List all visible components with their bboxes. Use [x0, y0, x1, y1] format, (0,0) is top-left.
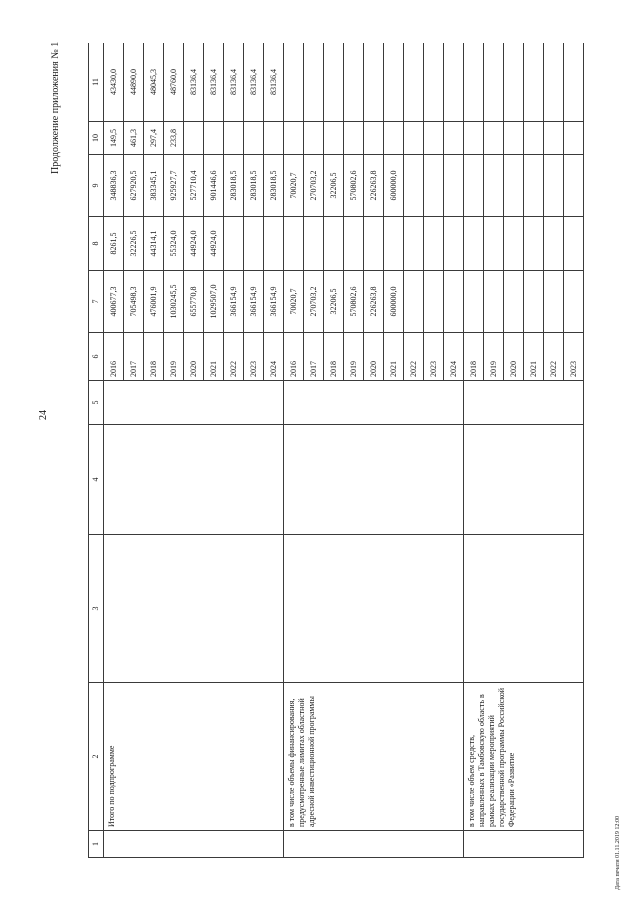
value-cell-c8: [444, 217, 464, 271]
year-cell: 2023: [424, 333, 444, 381]
col5-cell: [464, 381, 584, 425]
value-cell-c10: [284, 122, 304, 155]
year-cell: 2024: [444, 333, 464, 381]
value-cell-c7: [464, 271, 484, 333]
table-row: [284, 43, 304, 858]
value-cell-c7: 1030245,5: [164, 271, 184, 333]
value-cell-c7: 705498,3: [124, 271, 144, 333]
value-cell-c9: 527710,4: [184, 155, 204, 217]
value-cell-c9: 925927,7: [164, 155, 184, 217]
year-cell: 2019: [164, 333, 184, 381]
value-cell-c9: [464, 155, 484, 217]
value-cell-c8: [284, 217, 304, 271]
col1-cell: [104, 831, 284, 858]
value-cell-c10: [524, 122, 544, 155]
col1-cell: [284, 831, 464, 858]
col4-cell: [284, 425, 464, 535]
value-cell-c9: 70020,7: [284, 155, 304, 217]
value-cell-c7: [524, 271, 544, 333]
value-cell-c10: [544, 122, 564, 155]
value-cell-c9: [484, 155, 504, 217]
year-cell: 2023: [244, 333, 264, 381]
table-row: [104, 43, 124, 858]
value-cell-c7: [404, 271, 424, 333]
section-label: в том числе объемы финансирования, предусмотренные лимитах областной адресной инвестиционной программы: [284, 683, 464, 831]
value-cell-c9: [444, 155, 464, 217]
col3-cell: [464, 535, 584, 683]
col1-cell: [464, 831, 584, 858]
value-cell-c9: 600000,0: [384, 155, 404, 217]
financing-table: [88, 43, 584, 858]
value-cell-c11: [424, 43, 444, 122]
value-cell-c7: 476001,9: [144, 271, 164, 333]
value-cell-c8: [524, 217, 544, 271]
column-header: 4: [89, 425, 104, 535]
year-cell: 2018: [144, 333, 164, 381]
year-cell: 2016: [284, 333, 304, 381]
year-cell: 2021: [524, 333, 544, 381]
year-cell: 2023: [564, 333, 584, 381]
column-header: 3: [89, 535, 104, 683]
value-cell-c7: 366154,9: [264, 271, 284, 333]
value-cell-c9: 901446,6: [204, 155, 224, 217]
value-cell-c11: 44890,0: [124, 43, 144, 122]
section-label: в том числе объем средств, направленных в Тамбовскую область в рамках реализации мероприятий государственной программы Российской Федерации «Развитие: [464, 683, 584, 831]
column-header: 7: [89, 271, 104, 333]
column-header: 5: [89, 381, 104, 425]
rotated-table-frame: [88, 43, 616, 858]
value-cell-c8: 32226,5: [124, 217, 144, 271]
value-cell-c11: [304, 43, 324, 122]
value-cell-c11: [464, 43, 484, 122]
value-cell-c9: 270703,2: [304, 155, 324, 217]
column-header: 1: [89, 831, 104, 858]
value-cell-c11: 48045,3: [144, 43, 164, 122]
value-cell-c8: [244, 217, 264, 271]
value-cell-c11: [384, 43, 404, 122]
value-cell-c9: 627920,5: [124, 155, 144, 217]
value-cell-c7: [544, 271, 564, 333]
value-cell-c11: [484, 43, 504, 122]
value-cell-c10: 297,4: [144, 122, 164, 155]
value-cell-c7: 655770,8: [184, 271, 204, 333]
value-cell-c8: [264, 217, 284, 271]
value-cell-c10: [364, 122, 384, 155]
value-cell-c9: [564, 155, 584, 217]
value-cell-c9: [544, 155, 564, 217]
value-cell-c7: [504, 271, 524, 333]
section-label: Итого по подпрограмме: [104, 683, 284, 831]
value-cell-c10: [504, 122, 524, 155]
year-cell: 2021: [204, 333, 224, 381]
column-header: 6: [89, 333, 104, 381]
value-cell-c7: [424, 271, 444, 333]
col4-cell: [104, 425, 284, 535]
value-cell-c9: 283018,5: [264, 155, 284, 217]
value-cell-c8: [564, 217, 584, 271]
value-cell-c11: [404, 43, 424, 122]
year-cell: 2016: [104, 333, 124, 381]
value-cell-c8: [424, 217, 444, 271]
value-cell-c11: 43430,0: [104, 43, 124, 122]
value-cell-c10: [244, 122, 264, 155]
value-cell-c10: [184, 122, 204, 155]
column-header: 2: [89, 683, 104, 831]
col3-cell: [104, 535, 284, 683]
value-cell-c7: 70020,7: [284, 271, 304, 333]
page-number: 24: [38, 410, 49, 420]
value-cell-c11: [524, 43, 544, 122]
value-cell-c7: [444, 271, 464, 333]
value-cell-c7: 226263,8: [364, 271, 384, 333]
value-cell-c9: [404, 155, 424, 217]
value-cell-c7: 600000,0: [384, 271, 404, 333]
col5-cell: [284, 381, 464, 425]
value-cell-c10: [304, 122, 324, 155]
value-cell-c8: [484, 217, 504, 271]
year-cell: 2021: [384, 333, 404, 381]
year-cell: 2022: [544, 333, 564, 381]
value-cell-c10: [564, 122, 584, 155]
year-cell: 2020: [364, 333, 384, 381]
year-cell: 2024: [264, 333, 284, 381]
value-cell-c8: 8261,5: [104, 217, 124, 271]
value-cell-c10: [204, 122, 224, 155]
value-cell-c11: 83136,4: [264, 43, 284, 122]
value-cell-c10: [324, 122, 344, 155]
value-cell-c8: 55324,0: [164, 217, 184, 271]
column-header: 10: [89, 122, 104, 155]
value-cell-c8: 44924,0: [204, 217, 224, 271]
value-cell-c10: 233,8: [164, 122, 184, 155]
value-cell-c11: [444, 43, 464, 122]
year-cell: 2019: [344, 333, 364, 381]
value-cell-c11: 48760,0: [164, 43, 184, 122]
value-cell-c8: [404, 217, 424, 271]
value-cell-c10: 461,3: [124, 122, 144, 155]
value-cell-c10: [344, 122, 364, 155]
value-cell-c9: 348836,3: [104, 155, 124, 217]
year-cell: 2017: [124, 333, 144, 381]
value-cell-c10: [404, 122, 424, 155]
value-cell-c7: 270703,2: [304, 271, 324, 333]
value-cell-c11: [544, 43, 564, 122]
column-header: 9: [89, 155, 104, 217]
annex-label: Продолжение приложения № 1: [50, 41, 61, 174]
value-cell-c10: [464, 122, 484, 155]
value-cell-c8: 44924,0: [184, 217, 204, 271]
value-cell-c11: [284, 43, 304, 122]
value-cell-c11: [364, 43, 384, 122]
value-cell-c7: 32206,5: [324, 271, 344, 333]
year-cell: 2022: [404, 333, 424, 381]
value-cell-c11: [324, 43, 344, 122]
col4-cell: [464, 425, 584, 535]
value-cell-c9: 226263,8: [364, 155, 384, 217]
value-cell-c7: [484, 271, 504, 333]
value-cell-c9: 283018,5: [224, 155, 244, 217]
column-header: 11: [89, 43, 104, 122]
value-cell-c7: [564, 271, 584, 333]
value-cell-c8: [224, 217, 244, 271]
print-date: Дата печати 01.11.2019 12:00: [615, 816, 621, 890]
value-cell-c8: [464, 217, 484, 271]
value-cell-c7: 366154,9: [224, 271, 244, 333]
value-cell-c10: [444, 122, 464, 155]
value-cell-c10: [484, 122, 504, 155]
value-cell-c9: 383345,1: [144, 155, 164, 217]
value-cell-c11: [564, 43, 584, 122]
value-cell-c7: 570802,6: [344, 271, 364, 333]
column-header: 8: [89, 217, 104, 271]
year-cell: 2019: [484, 333, 504, 381]
value-cell-c8: [344, 217, 364, 271]
value-cell-c8: [504, 217, 524, 271]
value-cell-c11: [344, 43, 364, 122]
value-cell-c8: [384, 217, 404, 271]
column-number-row: [89, 43, 104, 858]
year-cell: 2020: [504, 333, 524, 381]
value-cell-c9: [504, 155, 524, 217]
value-cell-c9: 32206,5: [324, 155, 344, 217]
year-cell: 2018: [324, 333, 344, 381]
col3-cell: [284, 535, 464, 683]
table-body: [104, 43, 584, 858]
value-cell-c11: [504, 43, 524, 122]
value-cell-c7: 366154,9: [244, 271, 264, 333]
col5-cell: [104, 381, 284, 425]
value-cell-c7: 1029507,0: [204, 271, 224, 333]
value-cell-c11: 83136,4: [224, 43, 244, 122]
value-cell-c8: [304, 217, 324, 271]
value-cell-c8: [324, 217, 344, 271]
value-cell-c9: [424, 155, 444, 217]
value-cell-c10: [224, 122, 244, 155]
value-cell-c10: 149,5: [104, 122, 124, 155]
value-cell-c8: [544, 217, 564, 271]
value-cell-c9: 570802,6: [344, 155, 364, 217]
value-cell-c10: [264, 122, 284, 155]
year-cell: 2022: [224, 333, 244, 381]
value-cell-c9: 283018,5: [244, 155, 264, 217]
year-cell: 2018: [464, 333, 484, 381]
value-cell-c11: 83136,4: [184, 43, 204, 122]
value-cell-c11: 83136,4: [244, 43, 264, 122]
value-cell-c10: [384, 122, 404, 155]
table-viewport: [88, 43, 616, 858]
value-cell-c7: 400677,3: [104, 271, 124, 333]
value-cell-c8: 44314,1: [144, 217, 164, 271]
table-row: [464, 43, 484, 858]
value-cell-c9: [524, 155, 544, 217]
year-cell: 2017: [304, 333, 324, 381]
value-cell-c10: [424, 122, 444, 155]
value-cell-c8: [364, 217, 384, 271]
value-cell-c11: 83136,4: [204, 43, 224, 122]
year-cell: 2020: [184, 333, 204, 381]
